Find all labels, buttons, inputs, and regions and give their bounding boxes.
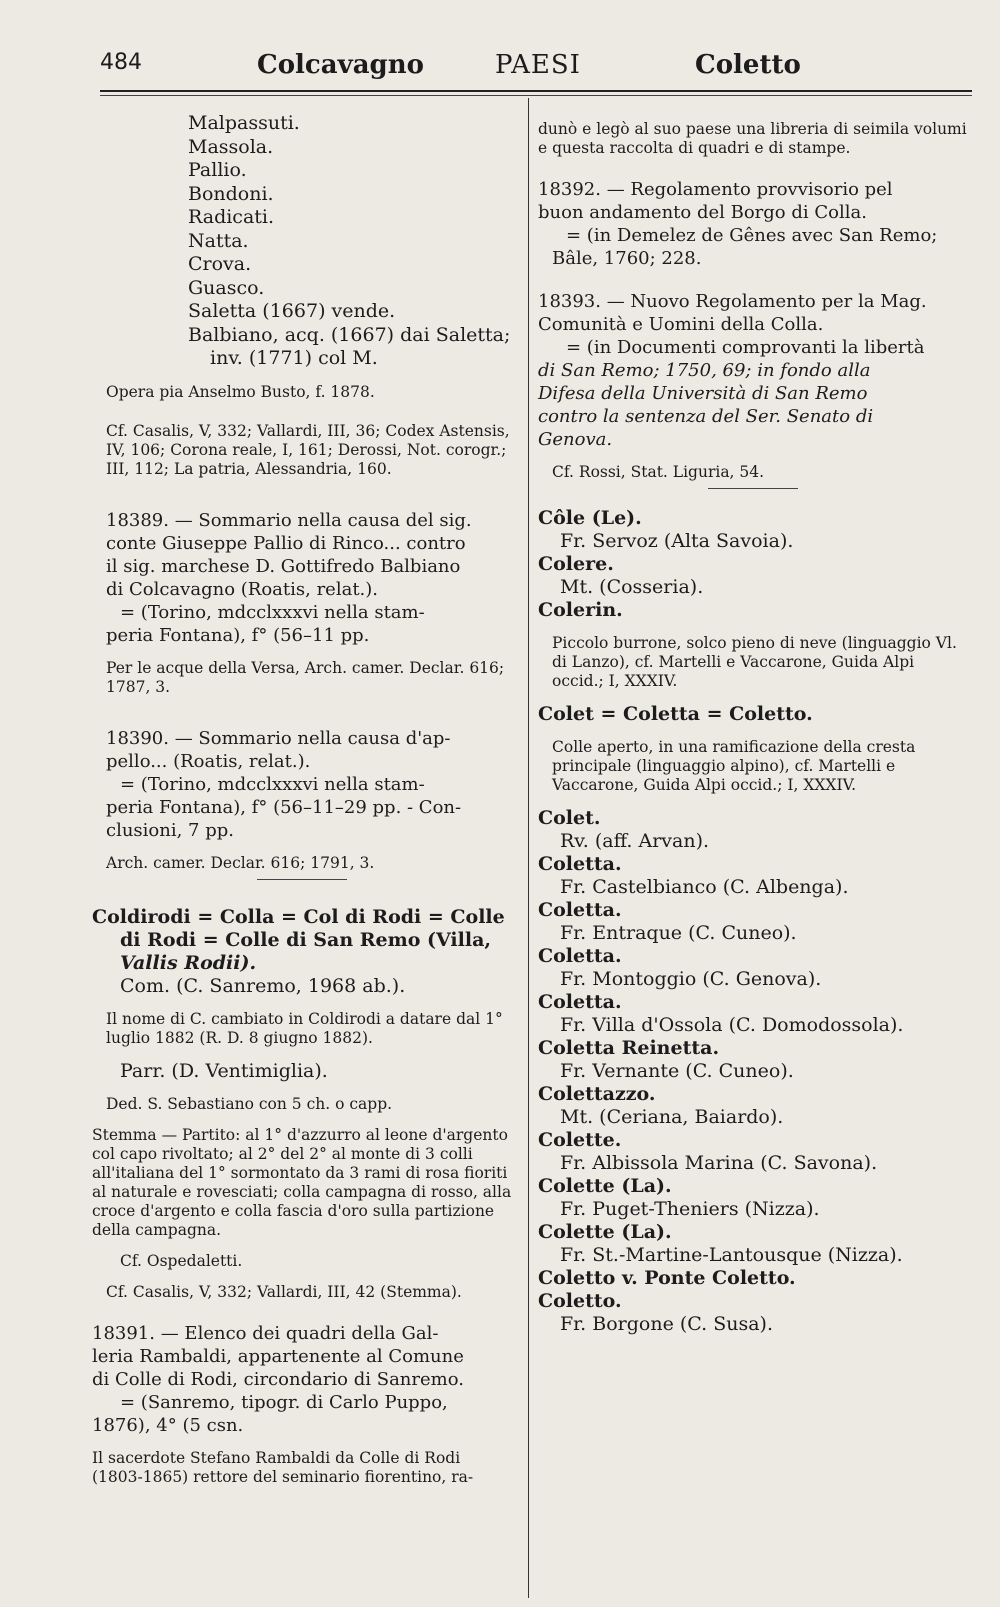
list-item-head: Colette. (538, 1129, 622, 1151)
opera-pia: Opera pia Anselmo Busto, f. 1878. (106, 382, 375, 401)
list-item-sub: Fr. Albissola Marina (C. Savona). (560, 1152, 878, 1174)
list-item-head: Coletta. (538, 991, 622, 1013)
head-word-right: Coletto (695, 50, 801, 80)
entry-line: = (in Documenti comprovanti la libertà (566, 337, 925, 358)
entry-line: = (Torino, mdcclxxxvi nella stam- (120, 773, 425, 795)
locality-list (538, 807, 968, 1336)
family-list (92, 112, 512, 371)
list-item-sub: Fr. St.-Martine-Lantousque (Nizza). (560, 1244, 903, 1266)
entry-line: 1876), 4° (5 csn. (92, 1414, 244, 1436)
comune-info: Com. (C. Sanremo, 1968 ab.). (120, 974, 406, 997)
list-item-head: Coletta Reinetta. (538, 1037, 720, 1059)
heading-line: Coldirodi = Colla = Col di Rodi = Colle (92, 905, 505, 928)
entry-note: Il sacerdote Stefano Rambaldi da Colle di Rodi (1803-1865) rettore del seminario fiorentino, ra- (92, 1448, 474, 1486)
entry-18393 (538, 290, 968, 451)
running-head (100, 42, 980, 92)
list-item-head: Colettazzo. (538, 1083, 656, 1105)
cross-reference: Coletto v. Ponte Coletto. (538, 1267, 796, 1289)
entry-line: 18389. — Sommario nella causa del sig. (106, 509, 472, 531)
list-item-sub: Fr. Villa d'Ossola (C. Domodossola). (560, 1014, 904, 1036)
list-item-head: Colette (La). (538, 1175, 672, 1197)
cf-ospedaletti: Cf. Ospedaletti. (120, 1251, 243, 1270)
entry-line: = (Sanremo, tipogr. di Carlo Puppo, (120, 1391, 448, 1413)
entry-sub: Mt. (Cosseria). (560, 576, 704, 598)
list-item-head: Coletta. (538, 853, 622, 875)
list-item-sub: Fr. Montoggio (C. Genova). (560, 968, 822, 990)
entry-line: il sig. marchese D. Gottifredo Balbiano (106, 555, 461, 577)
header-rule-thin (100, 95, 972, 96)
entry-line: di Colcavagno (Roatis, relat.). (106, 578, 379, 600)
family-item: Crova. (188, 253, 252, 275)
page-number: 484 (100, 50, 142, 75)
heading-line: di Rodi = Colle di San Remo (Villa, (120, 928, 491, 951)
column-divider (528, 98, 529, 1598)
entry-line: contro la sentenza del Ser. Senato di (538, 406, 874, 427)
list-item-sub: Fr. Puget-Theniers (Nizza). (560, 1198, 820, 1220)
coldirodi-heading (92, 906, 512, 975)
family-item: Natta. (188, 229, 249, 252)
list-item-head: Colet. (538, 807, 601, 829)
family-item: inv. (1771) col M. (210, 347, 378, 369)
entry-line: di San Remo; 1750, 69; in fondo alla (538, 360, 871, 381)
cf-references: Cf. Rossi, Stat. Liguria, 54. (552, 463, 765, 481)
list-item-sub: Fr. Entraque (C. Cuneo). (560, 922, 797, 944)
section-title: PAESI (495, 50, 581, 80)
entry-line: Genova. (538, 429, 613, 450)
head-word-left: Colcavagno (257, 50, 424, 80)
entry-18389 (92, 509, 512, 647)
list-item-head: Coletta. (538, 945, 622, 967)
entry-line: leria Rambaldi, appartenente al Comune (92, 1345, 464, 1367)
dedication: Ded. S. Sebastiano con 5 ch. o capp. (106, 1094, 393, 1113)
entry-line: 18390. — Sommario nella causa d'ap- (106, 727, 451, 749)
entry-line: conte Giuseppe Pallio di Rinco... contro (106, 532, 466, 554)
entry-line: Bâle, 1760; 228. (552, 248, 702, 269)
continuation-text: dunò e legò al suo paese una libreria di seimila volumi e questa raccolta di quadri e di stampe. (538, 120, 967, 157)
cf-references: Cf. Casalis, V, 332; Vallardi, III, 36; Codex Astensis, IV, 106; Corona reale, I, 161; Derossi, Not. corogr.; III, 112; La patria, Alessandria, 160. (106, 421, 510, 478)
family-item: Balbiano, acq. (1667) dai Saletta; (188, 323, 511, 346)
entry-heading: Colerin. (538, 599, 623, 621)
parish-info: Parr. (D. Ventimiglia). (120, 1059, 328, 1082)
entry-sub: Fr. Servoz (Alta Savoia). (560, 530, 794, 552)
entry-note: Piccolo burrone, solco pieno di neve (linguaggio Vl. di Lanzo), cf. Martelli e Vaccarone, Guida Alpi occid.; I, XXXIV. (552, 634, 957, 690)
entry-18390 (92, 727, 512, 842)
entry-note: Arch. camer. Declar. 616; 1791, 3. (106, 853, 375, 872)
family-item: Guasco. (188, 276, 265, 299)
list-item-sub: Fr. Vernante (C. Cuneo). (560, 1060, 794, 1082)
entry-note: Colle aperto, in una ramificazione della cresta principale (linguaggio alpino), cf. Martelli e Vaccarone, Guida Alpi occid.; I, XXXIV. (552, 738, 916, 794)
entry-line: Difesa della Università di San Remo (538, 383, 868, 404)
entry-line: peria Fontana), f° (56–11 pp. (106, 624, 370, 646)
entry-line: clusioni, 7 pp. (106, 819, 234, 841)
list-item-sub: Fr. Castelbianco (C. Albenga). (560, 876, 849, 898)
list-item-sub: Fr. Borgone (C. Susa). (560, 1313, 773, 1335)
family-item: Radicati. (188, 206, 275, 228)
entry-line: = (in Demelez de Gênes avec San Remo; (566, 225, 938, 246)
left-column (92, 112, 512, 1487)
family-item: Pallio. (188, 159, 247, 181)
list-item-sub: Rv. (aff. Arvan). (560, 830, 710, 852)
right-column (538, 120, 968, 1336)
family-item: Massola. (188, 135, 274, 158)
entry-line: 18391. — Elenco dei quadri della Gal- (92, 1322, 439, 1344)
list-item-head: Colette (La). (538, 1221, 672, 1243)
entry-18391 (92, 1322, 512, 1437)
list-item-head: Coletta. (538, 899, 622, 921)
entry-line: pello... (Roatis, relat.). (106, 750, 311, 772)
entry-line: peria Fontana), f° (56–11–29 pp. - Con- (106, 796, 462, 818)
entry-line: buon andamento del Borgo di Colla. (538, 202, 867, 223)
separator-rule (257, 879, 347, 880)
family-item: Saletta (1667) vende. (188, 300, 396, 322)
list-item-sub: Mt. (Ceriana, Baiardo). (560, 1106, 784, 1128)
stemma-description: Stemma — Partito: al 1° d'azzurro al leone d'argento col capo rivoltato; al 2° del 2° al monte di 3 colli all'italiana del 1° sormontato da 3 rami di rosa fioriti al naturale e rovesciati; colla campagna di rosso, alla croce d'argento e colla fascia d'oro sulla partizione della campagna. (92, 1125, 512, 1239)
entry-line: 18393. — Nuovo Regolamento per la Mag. (538, 291, 927, 312)
entry-line: di Colle di Rodi, circondario di Sanremo. (92, 1368, 464, 1390)
entry-line: = (Torino, mdcclxxxvi nella stam- (120, 601, 425, 623)
heading-line: Vallis Rodii). (120, 951, 257, 974)
cf-references: Cf. Casalis, V, 332; Vallardi, III, 42 (Stemma). (106, 1282, 462, 1301)
entry-18392 (538, 178, 968, 270)
family-item: Malpassuti. (188, 112, 300, 134)
entry-line: 18392. — Regolamento provvisorio pel (538, 179, 893, 200)
entry-line: Comunità e Uomini della Colla. (538, 314, 824, 335)
name-change-note: Il nome di C. cambiato in Coldirodi a datare dal 1° luglio 1882 (R. D. 8 giugno 1882). (106, 1009, 503, 1047)
entry-heading: Colere. (538, 553, 614, 575)
entry-heading: Colet = Coletta = Coletto. (538, 703, 813, 725)
family-item: Bondoni. (188, 182, 274, 205)
entry-heading: Côle (Le). (538, 507, 642, 529)
list-item-head: Coletto. (538, 1290, 622, 1312)
entry-note: Per le acque della Versa, Arch. camer. Declar. 616; 1787, 3. (106, 658, 505, 696)
separator-rule (708, 488, 798, 489)
header-rule (100, 90, 972, 92)
